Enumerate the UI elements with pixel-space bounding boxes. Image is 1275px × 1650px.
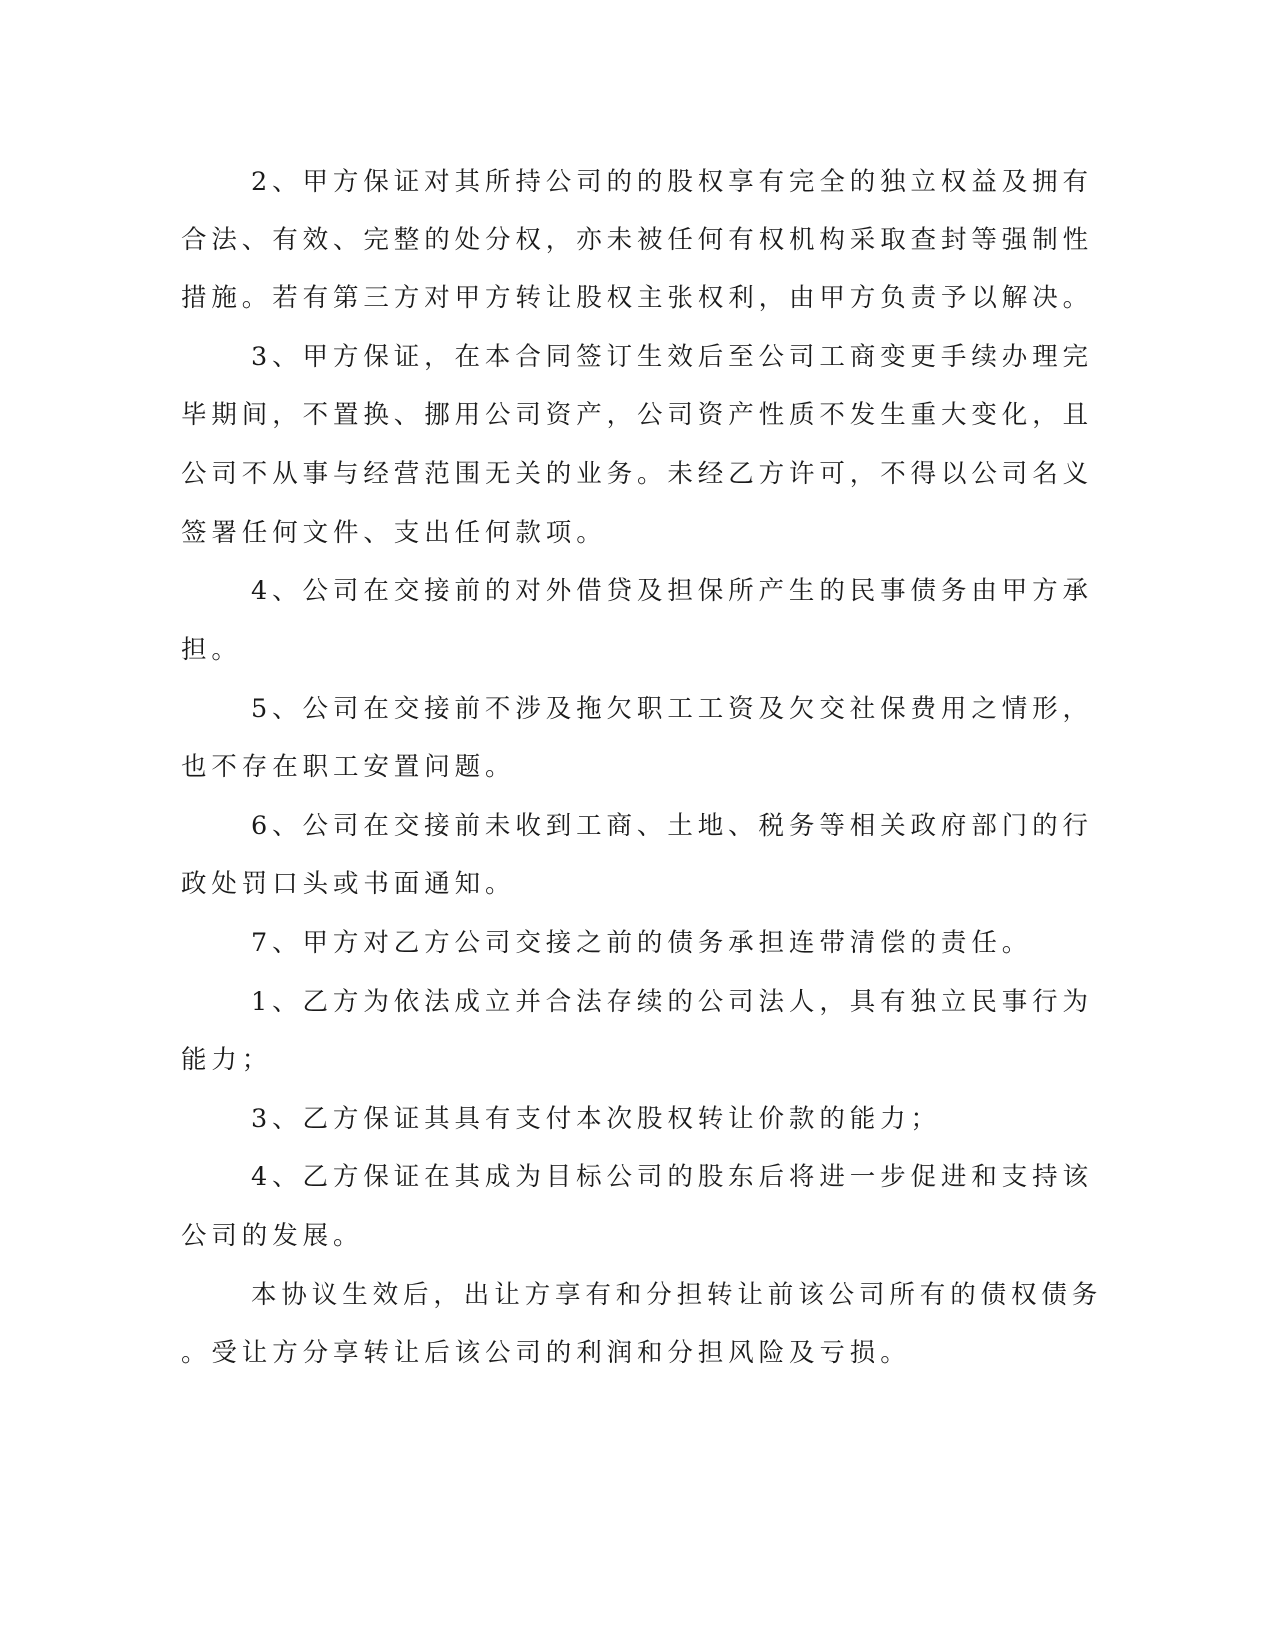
clause-3-line-4: 签署任何文件、支出任何款项。	[181, 518, 607, 548]
clause-2-line-2: 合法、有效、完整的处分权，亦未被任何有权机构采取查封等强制性	[181, 225, 1094, 255]
buyer-clause-4-line-1: 4、乙方保证在其成为目标公司的股东后将进一步促进和支持该	[251, 1162, 1093, 1192]
effect-clause-line-1: 本协议生效后，出让方享有和分担转让前该公司所有的债权债务	[251, 1280, 1103, 1310]
clause-3-line-3: 公司不从事与经营范围无关的业务。未经乙方许可，不得以公司名义	[181, 459, 1094, 489]
clause-2-line-3: 措施。若有第三方对甲方转让股权主张权利，由甲方负责予以解决。	[181, 283, 1094, 313]
clause-4-line-1: 4、公司在交接前的对外借贷及担保所产生的民事债务由甲方承	[251, 576, 1093, 606]
buyer-clause-1-line-2: 能力；	[181, 1045, 273, 1075]
buyer-clause-4-line-2: 公司的发展。	[181, 1221, 364, 1251]
buyer-clause-1-line-1: 1、乙方为依法成立并合法存续的公司法人，具有独立民事行为	[251, 987, 1093, 1017]
clause-6-line-2: 政处罚口头或书面通知。	[181, 869, 516, 899]
clause-2-line-1: 2、甲方保证对其所持公司的的股权享有完全的独立权益及拥有	[251, 167, 1093, 197]
buyer-clause-3-line-1: 3、乙方保证其具有支付本次股权转让价款的能力；	[251, 1104, 941, 1134]
clause-7-line-1: 7、甲方对乙方公司交接之前的债务承担连带清偿的责任。	[251, 928, 1033, 958]
effect-clause-line-2: 。受让方分享转让后该公司的利润和分担风险及亏损。	[181, 1338, 911, 1368]
clause-5-line-1: 5、公司在交接前不涉及拖欠职工工资及欠交社保费用之情形，	[251, 694, 1093, 724]
clause-3-line-1: 3、甲方保证，在本合同签订生效后至公司工商变更手续办理完	[251, 342, 1093, 372]
clause-4-line-2: 担。	[181, 635, 242, 665]
clause-5-line-2: 也不存在职工安置问题。	[181, 752, 516, 782]
clause-3-line-2: 毕期间，不置换、挪用公司资产，公司资产性质不发生重大变化，且	[181, 400, 1094, 430]
clause-6-line-1: 6、公司在交接前未收到工商、土地、税务等相关政府部门的行	[251, 811, 1093, 841]
